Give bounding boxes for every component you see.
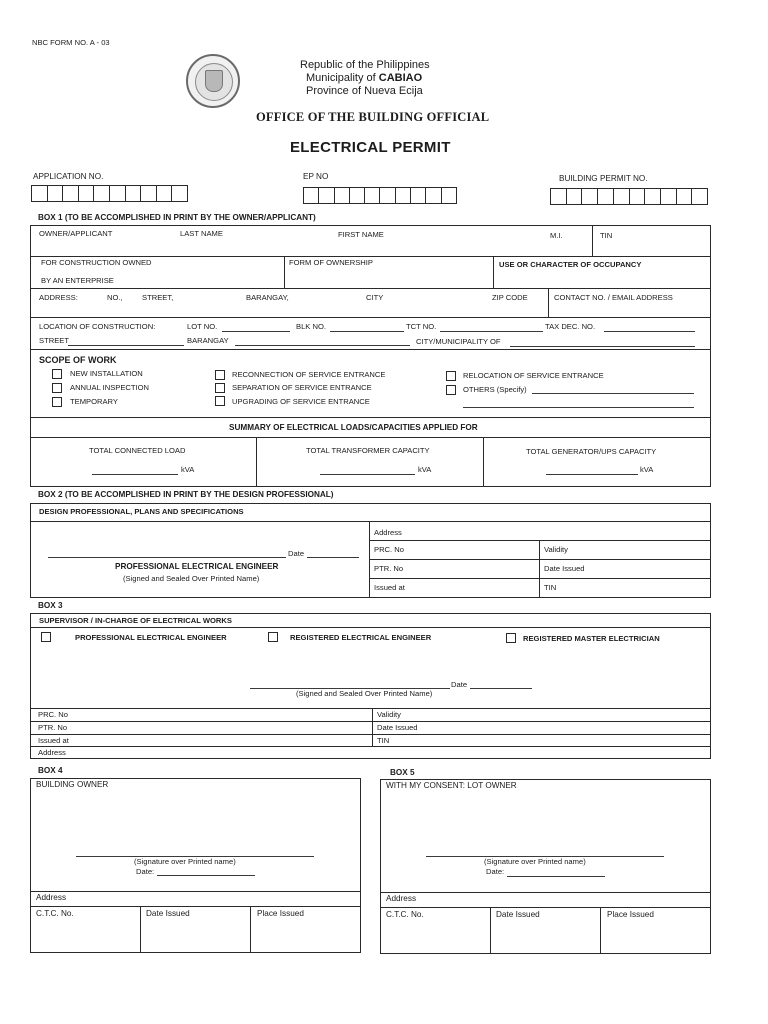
supervisor-date-label: Date [451,680,468,689]
supervisor-ree-label: REGISTERED ELECTRICAL ENGINEER [290,633,432,642]
scope-of-work-heading: SCOPE OF WORK [39,355,117,365]
supervisor-pee-checkbox[interactable] [41,632,51,642]
supervisor-tin-label: TIN [377,736,390,745]
summary-heading: SUMMARY OF ELECTRICAL LOADS/CAPACITIES APPLIED FOR [229,423,478,432]
connected-load-unit: kVA [181,465,195,474]
street-line[interactable] [68,345,184,346]
owner-date-line[interactable] [157,875,255,876]
owner-address-label: Address [36,893,67,902]
supervisor-address-label: Address [38,748,66,757]
blk-no-line[interactable] [330,331,404,332]
street-label: STREET [39,336,69,345]
municipality-line [306,72,422,84]
address-street-label: STREET, [142,293,174,302]
design-professional-heading: DESIGN PROFESSIONAL, PLANS AND SPECIFICATIONS [39,507,244,516]
annual-inspection-label: ANNUAL INSPECTION [70,383,150,392]
total-transformer-capacity-line[interactable] [320,474,415,475]
lot-owner-date-issued-label: Date Issued [496,910,540,919]
barangay-line[interactable] [235,345,410,346]
address-city-label: CITY [366,293,384,302]
box2-frame [30,503,711,598]
ep-no-boxes[interactable] [303,187,457,204]
design-date-label: Date [288,549,305,558]
box5-frame [380,779,711,954]
contact-email-label: CONTACT NO. / EMAIL ADDRESS [554,293,673,302]
transformer-capacity-unit: kVA [418,465,432,474]
municipal-seal [186,54,240,108]
temporary-label: TEMPORARY [70,397,118,406]
box4-heading: BOX 4 [38,766,63,775]
annual-inspection-checkbox[interactable] [52,383,62,393]
supervisor-ptr-no-label: PTR. No [38,723,68,732]
owner-date-label: Date: [136,867,155,876]
design-date-issued-label: Date Issued [544,564,585,573]
use-or-character-label: USE OR CHARACTER OF OCCUPANCY [499,260,642,269]
lot-owner-address-label: Address [386,894,417,903]
office-name: OFFICE OF THE BUILDING OFFICIAL [256,110,490,124]
building-permit-no-label: BUILDING PERMIT NO. [559,174,648,183]
application-no-boxes[interactable] [31,185,188,202]
supervisor-signed-sealed-label: (Signed and Sealed Over Printed Name) [296,689,433,698]
supervisor-validity-label: Validity [377,710,401,719]
lot-no-line[interactable] [222,331,290,332]
relocation-label: RELOCATION OF SERVICE ENTRANCE [463,371,604,380]
new-installation-checkbox[interactable] [52,369,62,379]
box2-heading: BOX 2 (TO BE ACCOMPLISHED IN PRINT BY THE DESIGN PROFESSIONAL) [38,490,334,499]
design-pee-label: PROFESSIONAL ELECTRICAL ENGINEER [115,562,279,571]
supervisor-prc-no-label: PRC. No [38,710,68,719]
tct-no-label: TCT NO. [406,322,437,331]
address-label: ADDRESS: [39,293,78,302]
total-connected-load-line[interactable] [92,474,178,475]
design-ptr-no-label: PTR. No [374,564,404,573]
location-of-construction-label: LOCATION OF CONSTRUCTION: [39,322,156,331]
generator-capacity-unit: kVA [640,465,654,474]
design-prc-no-label: PRC. No [374,545,404,554]
province-name: Province of Nueva Ecija [306,85,423,97]
blk-no-label: BLK NO. [296,322,326,331]
by-an-enterprise-label: BY AN ENTERPRISE [41,276,114,285]
upgrading-label: UPGRADING OF SERVICE ENTRANCE [232,397,370,406]
application-no-label: APPLICATION NO. [33,172,104,181]
others-checkbox[interactable] [446,385,456,395]
municipality-name: CABIAO [378,72,423,84]
lot-owner-date-label: Date: [486,867,505,876]
supervisor-rme-checkbox[interactable] [506,633,516,643]
design-date-line[interactable] [307,557,359,558]
address-barangay-label: BARANGAY, [246,293,289,302]
city-municipality-line[interactable] [510,346,695,347]
owner-place-issued-label: Place Issued [257,909,304,918]
owner-date-issued-label: Date Issued [146,909,190,918]
ep-no-label: EP NO [303,172,329,181]
tin-label: TIN [600,231,613,240]
upgrading-checkbox[interactable] [215,396,225,406]
relocation-checkbox[interactable] [446,371,456,381]
last-name-label: LAST NAME [180,229,223,238]
lot-owner-ctc-no-label: C.T.C. No. [386,910,424,919]
box1-heading: BOX 1 (TO BE ACCOMPLISHED IN PRINT BY THE OWNER/APPLICANT) [38,213,316,222]
supervisor-ree-checkbox[interactable] [268,632,278,642]
supervisor-pee-label: PROFESSIONAL ELECTRICAL ENGINEER [75,633,227,642]
design-signature-line[interactable] [48,557,286,558]
building-permit-no-boxes[interactable] [550,188,708,205]
lot-owner-signature-label: (Signature over Printed name) [484,857,586,866]
form-number: NBC FORM NO. A - 03 [32,38,110,47]
total-generator-capacity-line[interactable] [546,474,638,475]
tct-no-line[interactable] [440,331,543,332]
supervisor-date-line[interactable] [470,688,532,689]
for-construction-owned-label: FOR CONSTRUCTION OWNED [41,258,152,267]
reconnection-checkbox[interactable] [215,370,225,380]
total-generator-capacity-label: TOTAL GENERATOR/UPS CAPACITY [526,447,657,456]
reconnection-label: RECONNECTION OF SERVICE ENTRANCE [232,370,386,379]
lot-owner-place-issued-label: Place Issued [607,910,654,919]
box3-heading: BOX 3 [38,601,63,610]
municipality-prefix: Municipality of [306,72,376,84]
box5-heading: BOX 5 [390,768,415,777]
barangay-label: BARANGAY [187,336,229,345]
design-address-label: Address [374,528,402,537]
others-specify-line-2[interactable] [463,407,694,408]
others-specify-line[interactable] [532,393,694,394]
new-installation-label: NEW INSTALLATION [70,369,143,378]
total-connected-load-label: TOTAL CONNECTED LOAD [89,446,186,455]
supervisor-issued-at-label: Issued at [38,736,69,745]
total-transformer-capacity-label: TOTAL TRANSFORMER CAPACITY [306,446,430,455]
lot-owner-date-line[interactable] [507,876,605,877]
country-name: Republic of the Philippines [300,59,430,71]
form-title: ELECTRICAL PERMIT [290,139,451,156]
owner-ctc-no-label: C.T.C. No. [36,909,74,918]
design-tin-label: TIN [544,583,557,592]
owner-signature-label: (Signature over Printed name) [134,857,236,866]
supervisor-date-issued-label: Date Issued [377,723,418,732]
supervisor-heading: SUPERVISOR / IN-CHARGE OF ELECTRICAL WORKS [39,616,232,625]
building-owner-label: BUILDING OWNER [36,780,109,789]
zip-code-label: ZIP CODE [492,293,528,302]
with-consent-label: WITH MY CONSENT: LOT OWNER [386,781,517,790]
design-signed-sealed-label: (Signed and Sealed Over Printed Name) [123,574,260,583]
design-issued-at-label: Issued at [374,583,405,592]
lot-no-label: LOT NO. [187,322,218,331]
form-of-ownership-label: FORM OF OWNERSHIP [289,258,373,267]
separation-label: SEPARATION OF SERVICE ENTRANCE [232,383,372,392]
owner-applicant-label: OWNER/APPLICANT [39,229,113,238]
supervisor-rme-label: REGISTERED MASTER ELECTRICIAN [523,634,660,643]
temporary-checkbox[interactable] [52,397,62,407]
tax-dec-no-label: TAX DEC. NO. [545,322,596,331]
separation-checkbox[interactable] [215,383,225,393]
address-no-label: NO., [107,293,123,302]
mi-label: M.I. [550,231,563,240]
tax-dec-no-line[interactable] [604,331,695,332]
city-municipality-label: CITY/MUNICIPALITY OF [416,337,501,346]
design-validity-label: Validity [544,545,568,554]
others-label: OTHERS (Specify) [463,385,527,394]
first-name-label: FIRST NAME [338,230,384,239]
